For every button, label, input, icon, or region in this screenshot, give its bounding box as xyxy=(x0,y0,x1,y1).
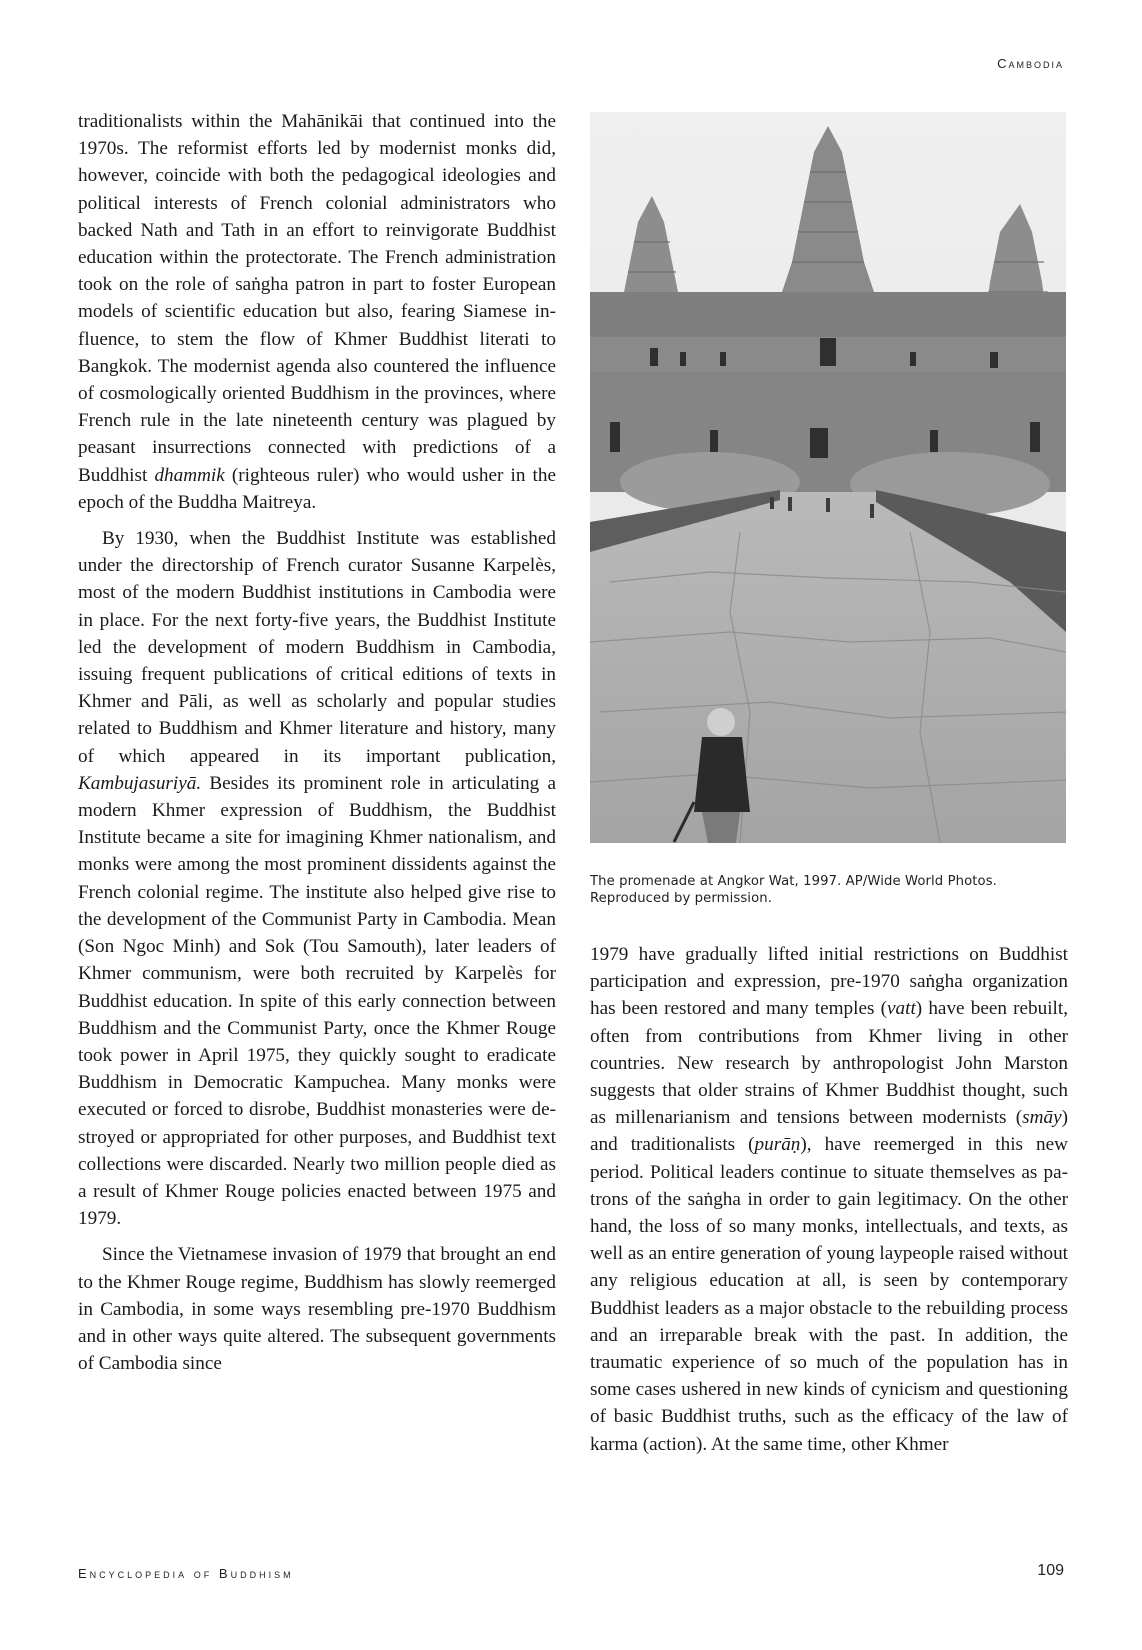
italic-term: Kambujasuriyā. xyxy=(78,772,202,794)
paragraph xyxy=(78,525,556,1232)
paragraph-text: 1979 have gradually lifted initial restrictions on Buddhist participation and expression, pre-1970 saṅgha organization has been restored and many temples ( xyxy=(590,944,1068,1020)
paragraph-text: (righteous ruler) who would usher in the epoch of the Buddha Maitreya. xyxy=(78,464,556,513)
footer-book-title: Encyclopedia of Buddhism xyxy=(78,1566,294,1581)
angkor-wat-photo xyxy=(590,112,1066,843)
paragraph-text: Besides its prominent role in articulating a modern Khmer expression of Buddhism, the Buddhist Institute became a site for imagining Khmer nationalism, and monks were among the most prominent dissidents against the French colonial regime. The institute also helped give rise to the development of the Communist Party in Cambodia. Mean (Son Ngoc Minh) and Sok (Tou Samouth), later leaders of Khmer communism, were both recruited by Karpelès for Buddhist education. In spite of this early connection between Buddhism and the Communist Party, once the Khmer Rouge took power in April 1975, they quickly sought to eradicate Buddhism in Democratic Kampuchea. Many monks were executed or forced to disrobe, Buddhist monasteries were destroyed or appropriated for other purposes, and Buddhist text collections were discarded. Nearly two million people died as a result of Khmer Rouge policies enacted between 1975 and 1979. xyxy=(78,772,556,1230)
paragraph xyxy=(590,941,1068,1458)
paragraph xyxy=(78,108,556,516)
paragraph-text: Since the Vietnamese invasion of 1979 that brought an end to the Khmer Rouge regime, Buddhism has slowly reemerged in Cambodia, in some ways resembling pre-1970 Buddhism and in other ways quite altered. The subsequent governments of Cambodia since xyxy=(78,1244,556,1375)
italic-term: purāṇ xyxy=(754,1134,801,1156)
running-head: Cambodia xyxy=(997,56,1064,71)
paragraph xyxy=(78,1241,556,1377)
italic-term: smāy xyxy=(1022,1107,1062,1129)
paragraph-text: ) have been rebuilt, often from contributions from Khmer living in other countries. New research by anthropologist John Marston suggests that older strains of Khmer Buddhist thought, such as millenarianism and tensions between modernists ( xyxy=(590,998,1068,1129)
page-number: 109 xyxy=(1037,1562,1064,1579)
paragraph-text: ) and traditionalists ( xyxy=(590,1107,1068,1156)
paragraph-text: By 1930, when the Buddhist Institute was established under the directorship of French curator Susanne Karpelès, most of the modern Buddhist institutions in Cambodia were in place. For the next forty-five years, the Buddhist Institute led the development of modern Buddhism in Cambodia, issuing frequent publications of critical editions of texts in Khmer and Pāli, as well as scholarly and popular studies related to Buddhism and Khmer literature and history, many of which appeared in its important publication, xyxy=(78,528,556,767)
italic-term: vatt xyxy=(887,998,916,1020)
right-column xyxy=(590,941,1068,1467)
caption-line: The promenade at Angkor Wat, 1997. AP/Wide World Photos. xyxy=(590,874,997,889)
left-column xyxy=(78,108,556,1386)
caption-line: Reproduced by permission. xyxy=(590,891,772,906)
italic-term: dhammik xyxy=(154,464,225,486)
paragraph-text: traditionalists within the Mahānikāi that continued into the 1970s. The reformist efforts led by modernist monks did, however, coincide with both the pedagogical ideologies and political interests of French colonial administrators who backed Nath and Tath in an effort to reinvigorate Buddhist education within the protectorate. The French administration took on the role of saṅgha patron in part to foster European models of scientific education but also, fearing Siamese influence, to stem the flow of Khmer Buddhist literati to Bangkok. The modernist agenda also countered the influence of cosmologically oriented Buddhism in the provinces, where French rule in the late nineteenth century was plagued by peasant insurrections connected with predictions of a Buddhist xyxy=(78,111,556,486)
figure-caption xyxy=(590,873,1068,907)
paragraph-text: ), have reemerged in this new period. Political leaders continue to situate themselves as patrons of the saṅgha in order to gain legitimacy. On the other hand, the loss of so many monks, intellectuals, and texts, as well as an entire generation of young laypeople raised without any religious education at all, is seen by contemporary Buddhist leaders as a major obstacle to the rebuilding process and an irreparable break with the past. In addition, the traumatic experience of so much of the population has in some cases ushered in new kinds of cynicism and questioning of basic Buddhist truths, such as the efficacy of the law of karma (action). At the same time, other Khmer xyxy=(590,1134,1068,1455)
photo-illustration xyxy=(590,112,1066,843)
